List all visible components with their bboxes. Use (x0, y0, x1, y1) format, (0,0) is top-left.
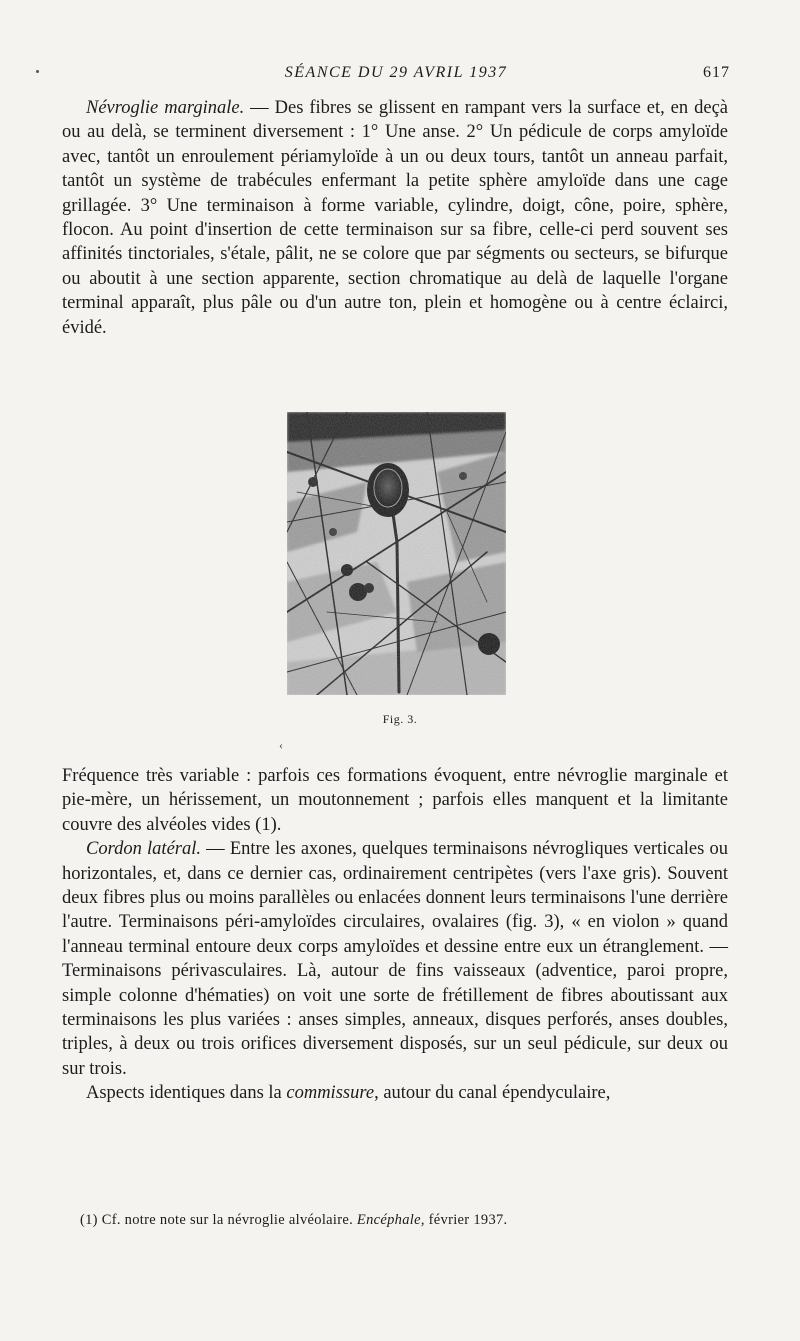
paragraph-text: Aspects identiques dans la (86, 1083, 287, 1104)
paragraph-lead: Cordon latéral. (86, 839, 201, 860)
footnote (80, 1212, 740, 1229)
running-head (62, 62, 730, 86)
paragraph-frequence (62, 764, 728, 837)
paragraph-text: — Entre les axones, quelques terminaisons névrogliques verticales ou horizontales, et, dans ce dernier cas, ordinairement centripètes (vers l'axe gris). Souvent deux fibres plus ou moins parallèles ou enlacées donnent leurs terminaisons l'une derrière l'autre. Terminaisons péri-amyloïdes circulaires, ovalaires (fig. 3), « en violon » quand l'anneau terminal entoure deux corps amyloïdes et dessine entre eux un étranglement. — Terminaisons périvasculaires. Là, autour de fins vaisseaux (adventice, paroi propre, simple colonne d'hématies) on voit une sorte de frétillement de fibres aboutissant aux terminaisons les plus variées : anses simples, anneaux, disques perforés, anses doubles, triples, à deux ou trois orifices diversement disposés, sur un seul pédicule, sur deux ou sur trois. (62, 839, 728, 1079)
text-block-bottom (62, 764, 728, 1106)
running-title: SÉANCE DU 29 AVRIL 1937 (284, 64, 508, 81)
stray-mark: ‹ (279, 738, 283, 752)
paragraph-nevroglie-marginale (62, 96, 728, 340)
paragraph-lead: Névroglie marginale. (86, 98, 245, 118)
paragraph-cordon-lateral (62, 837, 728, 1081)
page-number: 617 (703, 64, 730, 81)
paragraph-aspects (62, 1081, 728, 1105)
figure-caption: Fig. 3. (382, 712, 418, 726)
margin-dot (36, 70, 39, 73)
paragraph-text: Fréquence très variable : parfois ces formations évoquent, entre névroglie marginale et pie-mère, un hérissement, un moutonnement ; parfois elles manquent et la limitante couvre des alvéoles vides (1). (62, 766, 728, 835)
footnote-text: Cf. notre note sur la névroglie alvéolaire. (97, 1212, 357, 1228)
text-block-top (62, 96, 728, 340)
footnote-source: Encéphale (356, 1212, 421, 1228)
micrograph-image (287, 412, 506, 695)
footnote-marker: (1) (80, 1212, 98, 1228)
figure-3-micrograph (287, 412, 506, 695)
paragraph-text: — Des fibres se glissent en rampant vers la surface et, en deçà ou au delà, se terminent diversement : 1° Une anse. 2° Un pédicule de corps amyloïde avec, tantôt un enroulement périamyloïde à un ou deux tours, tantôt un anneau parfait, tantôt un système de trabécules enfermant la petite sphère amyloïde dans une cage grillagée. 3° Une terminaison à forme variable, cylindre, doigt, cône, poire, sphère, flocon. Au point d'insertion de cette terminaison sur sa fibre, celle-ci perd souvent ses affinités tinctoriales, s'étale, pâlit, ne se colore que par ségments ou secteurs, se bifurque ou aboutit à une section apparente, section chromatique au delà de laquelle l'organe terminal apparaît, plus pâle ou d'un autre ton, plein et homogène ou à centre éclairci, évidé. (62, 98, 728, 338)
footnote-tail: , février 1937. (420, 1212, 508, 1228)
paragraph-tail: , autour du canal épendyculaire, (374, 1083, 611, 1104)
emphasis-commissure: commissure (286, 1083, 375, 1104)
